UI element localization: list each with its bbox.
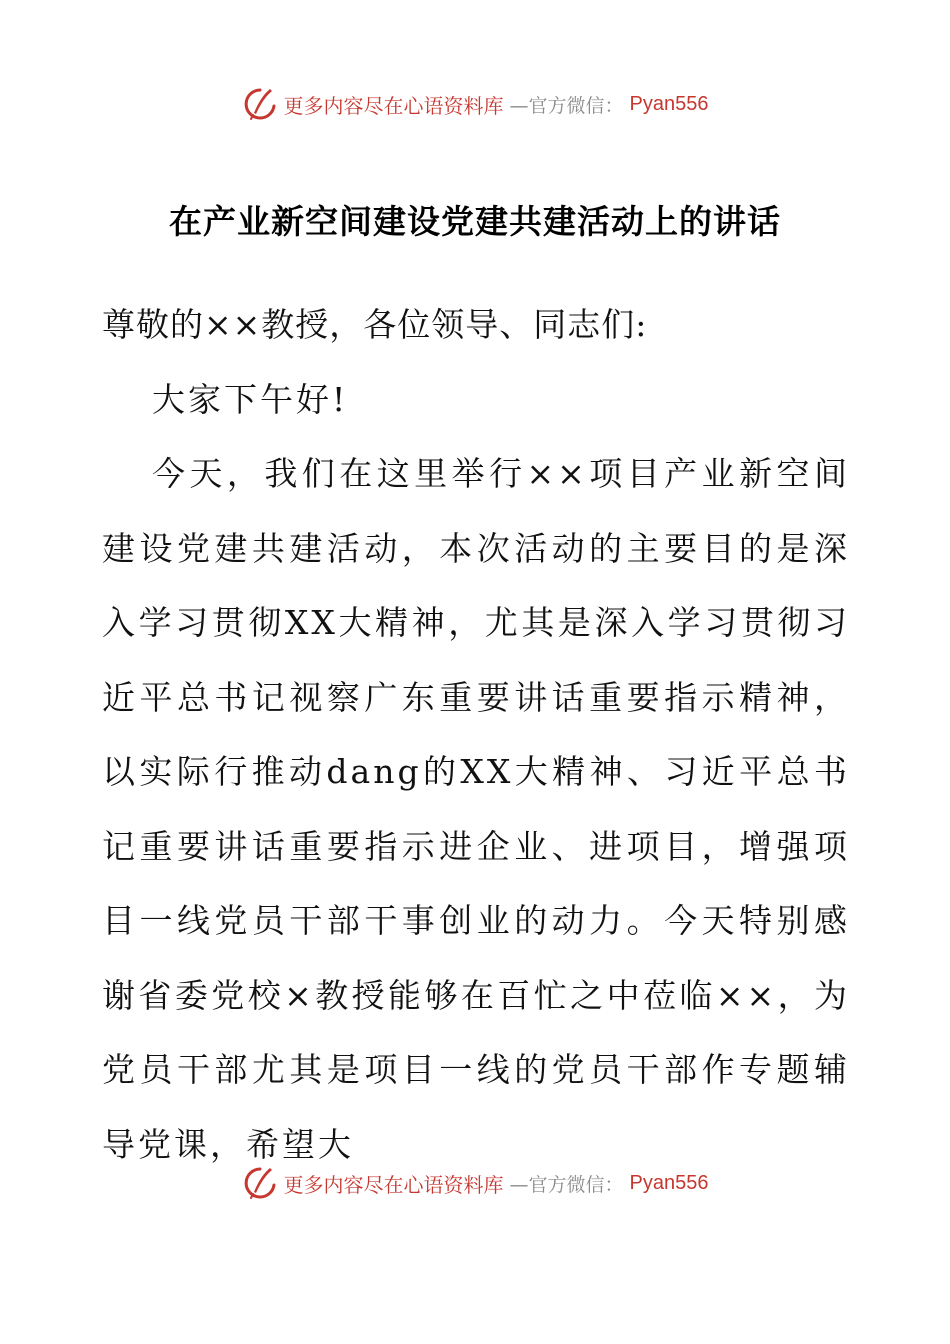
header-watermark (0, 84, 950, 124)
brand-slogan: 更多内容尽在心语资料库 (283, 1172, 504, 1197)
brand-slogan: 更多内容尽在心语资料库 (283, 93, 504, 118)
quill-logo-icon (242, 86, 278, 122)
document-body (102, 288, 850, 1182)
greeting-line: 大家下午好! (152, 379, 349, 419)
footer-watermark (0, 1163, 950, 1203)
body-paragraph: 今天，我们在这里举行××项目产业新空间建设党建共建活动，本次活动的主要目的是深入学习贯彻XX大精神，尤其是深入学习贯彻习近平总书记视察广东重要讲话重要指示精神，以实际行推动dang的XX大精神、习近平总书记重要讲话重要指示进企业、进项目，增强项目一线党员干部干事创业的动力。今天特别感谢省委党校×教授能够在百忙之中莅临××，为党员干部尤其是项目一线的党员干部作专题辅导党课，希望大 (102, 454, 850, 1164)
brand-wechat-id: Pyan556 (629, 92, 709, 115)
quill-logo-icon (242, 1165, 278, 1201)
document-title: 在产业新空间建设党建共建活动上的讲话 (169, 202, 781, 241)
brand-separator: —官方微信： (509, 1173, 624, 1196)
salutation-line: 尊敬的××教授，各位领导、同志们: (102, 305, 648, 344)
brand-wechat-id: Pyan556 (629, 1171, 709, 1194)
brand-separator: —官方微信： (509, 94, 624, 117)
